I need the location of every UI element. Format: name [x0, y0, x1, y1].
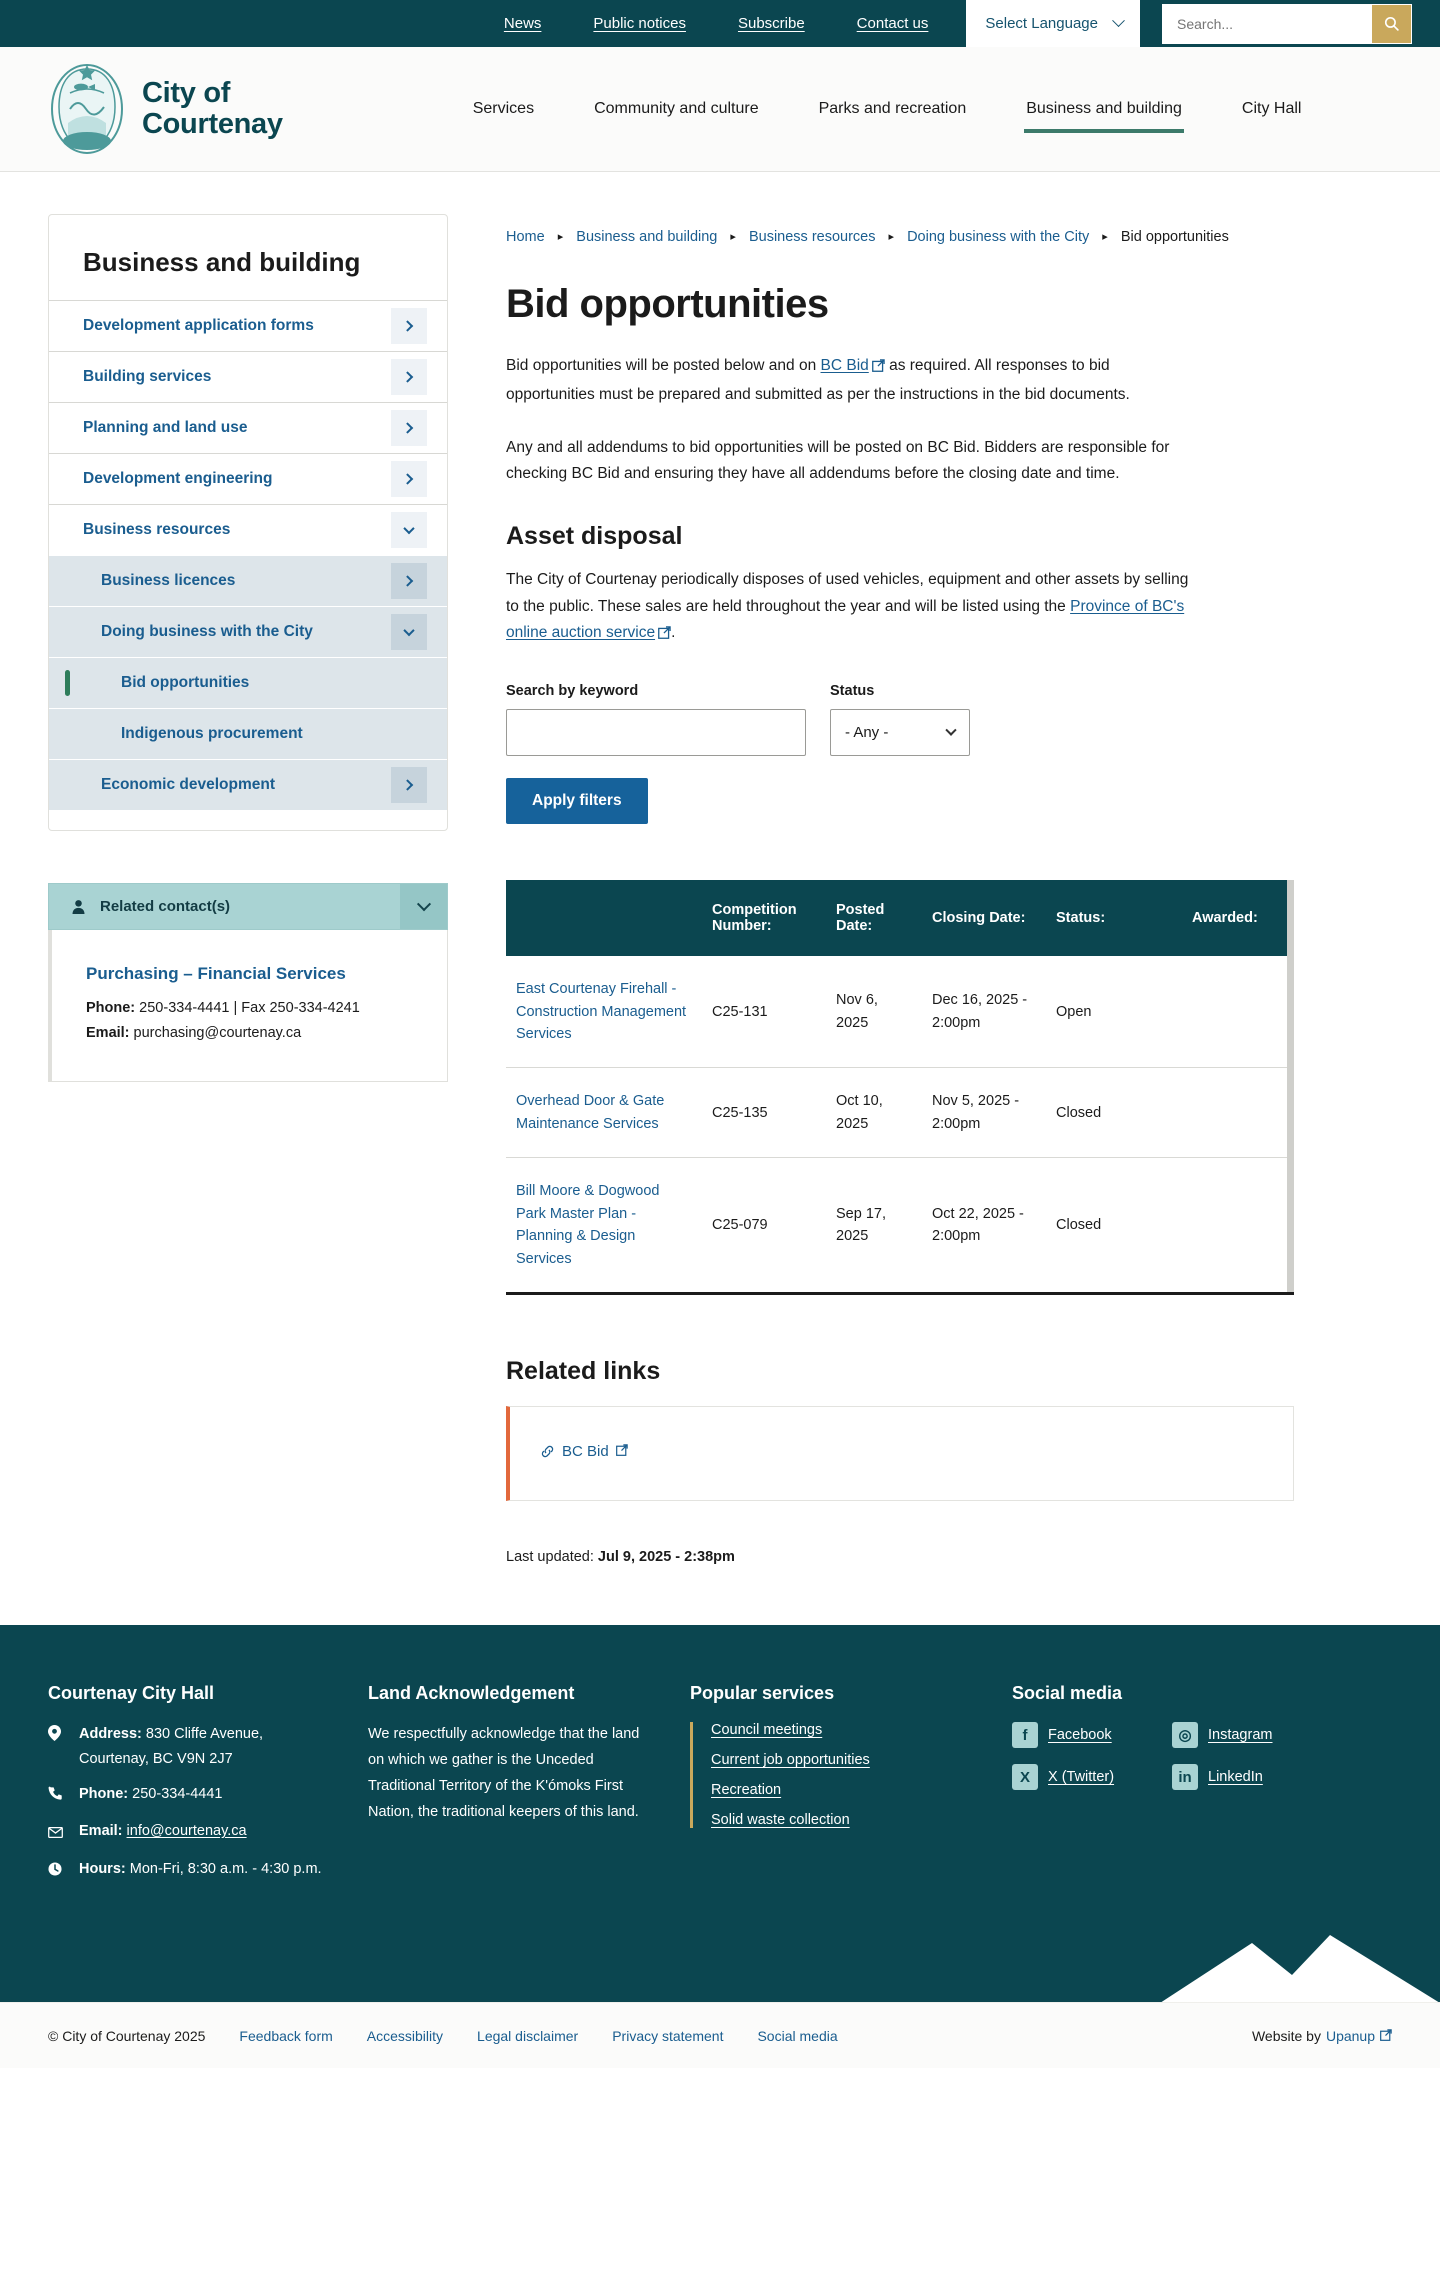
bottom-link-social-media[interactable]: Social media — [757, 2027, 838, 2044]
chevron-right-icon[interactable] — [391, 308, 427, 344]
footer-address-value: 830 Cliffe Avenue, Courtenay, BC V9N 2J7 — [79, 1726, 264, 1767]
breadcrumb — [506, 222, 1392, 252]
bc-auction-link[interactable]: Province of BC's online auction service — [506, 597, 1185, 642]
website-credit-prefix: Website by — [1251, 2027, 1321, 2044]
intro-text-before: Bid opportunities will be posted below and on — [506, 357, 821, 375]
bottom-link-privacy-statement[interactable]: Privacy statement — [612, 2027, 724, 2044]
page-body — [0, 172, 1440, 1565]
cell-competition-number: C25-079 — [702, 1158, 826, 1294]
bid-title-link[interactable]: Bill Moore & Dogwood Park Master Plan - Planning & Design Services — [516, 1183, 660, 1267]
contact-email-value[interactable]: purchasing@courtenay.ca — [133, 1025, 302, 1042]
filter-form — [506, 683, 1392, 756]
external-link-icon — [872, 355, 885, 382]
footer-bottom-bar — [0, 2002, 1440, 2068]
footer-phone-text — [79, 1782, 222, 1807]
table-header-title — [506, 880, 702, 956]
footer-column-social-media — [1012, 1683, 1342, 1894]
footer-column-popular-services — [690, 1683, 1012, 1894]
breadcrumb-separator-icon: ▸ — [888, 231, 895, 243]
status-field-label: Status — [830, 683, 875, 700]
social-item-instagram[interactable] — [1172, 1722, 1322, 1748]
related-link-label: BC Bid — [562, 1443, 609, 1461]
sidebar-item-doing-business-with-the-city[interactable] — [49, 606, 447, 657]
search-icon — [1383, 15, 1400, 32]
bid-title-link[interactable]: East Courtenay Firehall - Construction Management Services — [516, 981, 687, 1042]
sidebar-item-label: Business licences — [101, 572, 236, 589]
sidebar-item-label: Business resources — [83, 521, 231, 538]
facebook-icon: f — [1012, 1722, 1038, 1748]
utility-links — [478, 15, 955, 32]
footer-hours-label: Hours: — [79, 1860, 126, 1877]
last-updated-label: Last updated: — [506, 1549, 598, 1566]
bottom-link-legal-disclaimer[interactable]: Legal disclaimer — [477, 2027, 579, 2044]
status-select-value: - Any - — [845, 724, 889, 742]
cell-closing-date: Oct 22, 2025 - 2:00pm — [922, 1158, 1046, 1294]
utility-link-contact-us[interactable]: Contact us — [856, 15, 929, 32]
utility-link-public-notices[interactable]: Public notices — [593, 15, 686, 32]
cell-title — [506, 1158, 702, 1294]
keyword-input[interactable] — [506, 709, 806, 756]
chevron-down-icon — [1112, 14, 1125, 27]
cell-status: Open — [1046, 956, 1182, 1068]
language-selector[interactable] — [966, 0, 1140, 47]
sidebar-item-label: Indigenous procurement — [121, 725, 303, 742]
social-media-grid — [1012, 1722, 1308, 1790]
brand-line-2: Courtenay — [142, 108, 283, 140]
phone-icon — [48, 1782, 65, 1810]
bc-bid-link[interactable]: BC Bid — [820, 357, 869, 375]
intro-text-after: as required. All responses to bid opportunities must be prepared and submitted as per the instructions in the bid documents. — [506, 357, 1130, 404]
status-select[interactable] — [830, 709, 970, 756]
footer-columns — [48, 1683, 1392, 1894]
primary-navigation — [443, 47, 1332, 171]
brand-line-1: City of — [142, 76, 231, 109]
keyword-field-group — [506, 683, 806, 756]
asset-disposal-paragraph — [506, 567, 1196, 649]
breadcrumb-separator-icon: ▸ — [730, 231, 736, 243]
table-row — [506, 1068, 1294, 1158]
sidebar-item-development-application-forms[interactable] — [49, 300, 447, 351]
addendum-paragraph: Any and all addendums to bid opportunities will be posted on BC Bid. Bidders are responsible for checking BC Bid and ensuring they have all addendums before the closing date and time. — [506, 438, 1170, 483]
chevron-down-icon[interactable] — [391, 512, 427, 548]
instagram-icon: ◎ — [1172, 1722, 1198, 1748]
social-item-x-twitter[interactable] — [1012, 1764, 1162, 1790]
nav-item-business-and-building[interactable]: Business and building — [996, 47, 1212, 171]
footer-heading-social: Social media — [1012, 1683, 1123, 1704]
footer-hours-text — [79, 1857, 322, 1882]
breadcrumb-item-doing-business-with-the-city[interactable]: Doing business with the City — [907, 229, 1090, 245]
clock-icon — [48, 1857, 65, 1885]
table-body — [506, 956, 1294, 1294]
related-contacts-toggle[interactable] — [48, 883, 448, 930]
chevron-right-icon[interactable] — [391, 461, 427, 497]
asset-text-after: . — [671, 624, 676, 642]
footer-email — [48, 1819, 334, 1847]
envelope-icon — [48, 1819, 65, 1847]
sidebar-item-label: Bid opportunities — [121, 674, 250, 691]
footer-email-link[interactable]: info@courtenay.ca — [126, 1823, 247, 1840]
contact-phone-value: 250-334-4441 | Fax 250-334-4241 — [139, 1000, 360, 1016]
sidebar-item-label: Planning and land use — [83, 419, 248, 436]
sidebar-item-label: Development application forms — [83, 317, 314, 334]
asset-disposal-heading: Asset disposal — [506, 522, 683, 551]
social-link-instagram[interactable]: Instagram — [1208, 1727, 1273, 1744]
social-item-linkedin[interactable] — [1172, 1764, 1322, 1790]
external-link-icon — [616, 1443, 628, 1460]
footer-address-label: Address: — [79, 1726, 142, 1743]
brand-wordmark — [142, 78, 283, 141]
site-header — [0, 47, 1440, 172]
cell-awarded — [1182, 1068, 1294, 1158]
sidebar-item-label: Doing business with the City — [101, 623, 313, 640]
sidebar-heading: Business and building — [83, 247, 361, 277]
table-row — [506, 956, 1294, 1068]
chevron-right-icon[interactable] — [391, 410, 427, 446]
nav-item-services[interactable]: Services — [472, 100, 535, 117]
sidebar-item-development-engineering[interactable] — [49, 453, 447, 504]
mountain-decoration — [48, 1928, 1392, 2002]
footer-address — [48, 1722, 334, 1771]
sidebar-item-indigenous-procurement[interactable] — [49, 708, 447, 759]
related-contacts-body — [48, 930, 448, 1082]
website-credit — [1252, 2028, 1392, 2044]
site-footer — [0, 1625, 1440, 2002]
sidebar-item-planning-and-land-use[interactable] — [49, 402, 447, 453]
nav-item-community-and-culture[interactable]: Community and culture — [594, 100, 759, 117]
related-contacts-label: Related contact(s) — [100, 898, 231, 915]
table-header-competition-number: Competition Number: — [702, 880, 826, 956]
site-logo-link[interactable] — [48, 63, 283, 155]
nav-item-parks-and-recreation[interactable]: Parks and recreation — [818, 100, 967, 117]
table-header-row — [506, 880, 1294, 956]
cell-closing-date: Nov 5, 2025 - 2:00pm — [922, 1068, 1046, 1158]
cell-status: Closed — [1046, 1158, 1182, 1294]
footer-heading-city-hall: Courtenay City Hall — [48, 1683, 215, 1704]
chevron-right-icon[interactable] — [391, 767, 427, 803]
sidebar-item-business-licences[interactable] — [49, 555, 447, 606]
location-pin-icon — [48, 1722, 65, 1750]
table-head — [506, 880, 1294, 956]
link-icon — [540, 1444, 555, 1459]
cell-awarded — [1182, 1158, 1294, 1294]
footer-phone-value: 250-334-4441 — [128, 1785, 223, 1802]
bid-opportunities-table-wrapper — [506, 880, 1294, 1295]
footer-hours-value: Mon-Fri, 8:30 a.m. - 4:30 p.m. — [125, 1860, 322, 1877]
sidebar-item-label: Building services — [83, 368, 212, 385]
footer-email-label: Email: — [79, 1823, 123, 1840]
sidebar-item-building-services[interactable] — [49, 351, 447, 402]
table-row — [506, 1158, 1294, 1294]
social-item-facebook[interactable] — [1012, 1722, 1162, 1748]
city-crest-icon — [48, 63, 126, 155]
utility-link-news[interactable]: News — [503, 15, 542, 32]
contact-email-line — [86, 1021, 417, 1046]
cell-posted-date: Sep 17, 2025 — [826, 1158, 922, 1294]
chevron-down-icon[interactable] — [391, 614, 427, 650]
breadcrumb-current: Bid opportunities — [1120, 229, 1229, 245]
apply-filters-button[interactable]: Apply filters — [506, 778, 648, 824]
chevron-right-icon[interactable] — [391, 563, 427, 599]
search-submit-button[interactable] — [1372, 5, 1411, 43]
footer-phone-label: Phone: — [79, 1785, 129, 1802]
keyword-field-label: Search by keyword — [506, 683, 639, 700]
status-field-group — [830, 683, 970, 756]
sidebar-item-business-resources[interactable] — [49, 504, 447, 555]
cell-posted-date: Nov 6, 2025 — [826, 956, 922, 1068]
x-twitter-icon: X — [1012, 1764, 1038, 1790]
search-input[interactable] — [1163, 5, 1372, 43]
popular-link-recreation[interactable]: Recreation — [711, 1782, 782, 1799]
footer-email-text — [79, 1819, 247, 1844]
table-scrollbar[interactable] — [1287, 880, 1294, 1292]
footer-phone — [48, 1782, 334, 1810]
sidebar-item-label: Development engineering — [83, 470, 273, 487]
utility-link-subscribe[interactable]: Subscribe — [737, 15, 805, 32]
chevron-right-icon[interactable] — [391, 359, 427, 395]
popular-link-current-job-opportunities[interactable]: Current job opportunities — [711, 1752, 870, 1769]
contact-phone-line — [86, 996, 417, 1021]
section-navigation-card — [48, 214, 448, 831]
cell-closing-date: Dec 16, 2025 - 2:00pm — [922, 956, 1046, 1068]
related-links-card — [506, 1406, 1294, 1501]
main-content — [506, 214, 1392, 1565]
last-updated — [506, 1549, 1392, 1565]
breadcrumb-item-home[interactable]: Home — [506, 229, 545, 245]
cell-status: Closed — [1046, 1068, 1182, 1158]
land-acknowledgement-text: We respectfully acknowledge that the land on which we gather is the Unceded Traditional Territory of the K'ómoks First Nation, the traditional keepers of this land. — [368, 1726, 640, 1820]
popular-services-list — [690, 1722, 978, 1828]
breadcrumb-separator-icon: ▸ — [1102, 231, 1108, 243]
table-header-posted-date: Posted Date: — [826, 880, 922, 956]
bid-opportunities-table — [506, 880, 1294, 1295]
external-link-icon — [1380, 2028, 1392, 2044]
cell-awarded — [1182, 956, 1294, 1068]
upanup-link[interactable]: Upanup — [1325, 2027, 1375, 2044]
bid-title-link[interactable]: Overhead Door & Gate Maintenance Services — [516, 1093, 665, 1132]
breadcrumb-item-business-and-building[interactable]: Business and building — [576, 229, 718, 245]
footer-hours — [48, 1857, 334, 1885]
chevron-down-icon — [945, 724, 956, 735]
utility-bar — [0, 0, 1440, 47]
site-search — [1162, 4, 1412, 44]
contact-email-label: Email: — [86, 1025, 130, 1042]
contact-phone-label: Phone: — [86, 1000, 136, 1016]
nav-item-city-hall[interactable]: City Hall — [1241, 100, 1302, 117]
table-header-closing-date: Closing Date: — [922, 880, 1046, 956]
table-header-awarded: Awarded: — [1182, 880, 1294, 956]
popular-link-council-meetings[interactable]: Council meetings — [711, 1722, 823, 1739]
related-links-heading: Related links — [506, 1357, 661, 1386]
chevron-down-icon[interactable] — [400, 884, 447, 929]
sidebar-item-label: Economic development — [101, 776, 275, 793]
page-title: Bid opportunities — [506, 282, 829, 327]
footer-address-text — [79, 1722, 334, 1771]
sidebar-item-economic-development[interactable] — [49, 759, 447, 810]
related-contacts-block — [48, 883, 448, 1082]
sidebar-item-bid-opportunities[interactable] — [49, 657, 447, 708]
cell-competition-number: C25-135 — [702, 1068, 826, 1158]
last-updated-value: Jul 9, 2025 - 2:38pm — [597, 1549, 735, 1566]
sidebar — [48, 214, 448, 1082]
language-selector-label: Select Language — [985, 15, 1098, 32]
popular-link-solid-waste-collection[interactable]: Solid waste collection — [711, 1812, 850, 1829]
related-link-bc-bid[interactable] — [540, 1443, 628, 1460]
cell-posted-date: Oct 10, 2025 — [826, 1068, 922, 1158]
bottom-link-accessibility[interactable]: Accessibility — [366, 2027, 444, 2044]
external-link-icon — [658, 622, 671, 649]
cell-title — [506, 956, 702, 1068]
table-header-status: Status: — [1046, 880, 1182, 956]
breadcrumb-item-business-resources[interactable]: Business resources — [748, 229, 876, 245]
breadcrumb-separator-icon: ▸ — [557, 231, 564, 243]
asset-text-before: The City of Courtenay periodically disposes of used vehicles, equipment and other assets by selling to the public. These sales are held throughout the year and will be listed using the — [506, 571, 1189, 615]
social-link-facebook[interactable]: Facebook — [1048, 1727, 1112, 1744]
contact-name: Purchasing – Financial Services — [86, 964, 346, 983]
bottom-link-feedback-form[interactable]: Feedback form — [239, 2027, 333, 2044]
social-link-linkedin[interactable]: LinkedIn — [1208, 1769, 1263, 1786]
footer-column-land-acknowledgement — [368, 1683, 690, 1894]
cell-title — [506, 1068, 702, 1158]
copyright-text: © City of Courtenay 2025 — [48, 2027, 206, 2044]
footer-column-city-hall — [48, 1683, 368, 1894]
social-link-x-twitter[interactable]: X (Twitter) — [1048, 1769, 1115, 1786]
intro-paragraph — [506, 353, 1196, 408]
cell-competition-number: C25-131 — [702, 956, 826, 1068]
linkedin-icon: in — [1172, 1764, 1198, 1790]
person-icon — [71, 899, 86, 915]
footer-heading-land: Land Acknowledgement — [368, 1683, 575, 1704]
footer-heading-popular: Popular services — [690, 1683, 835, 1704]
